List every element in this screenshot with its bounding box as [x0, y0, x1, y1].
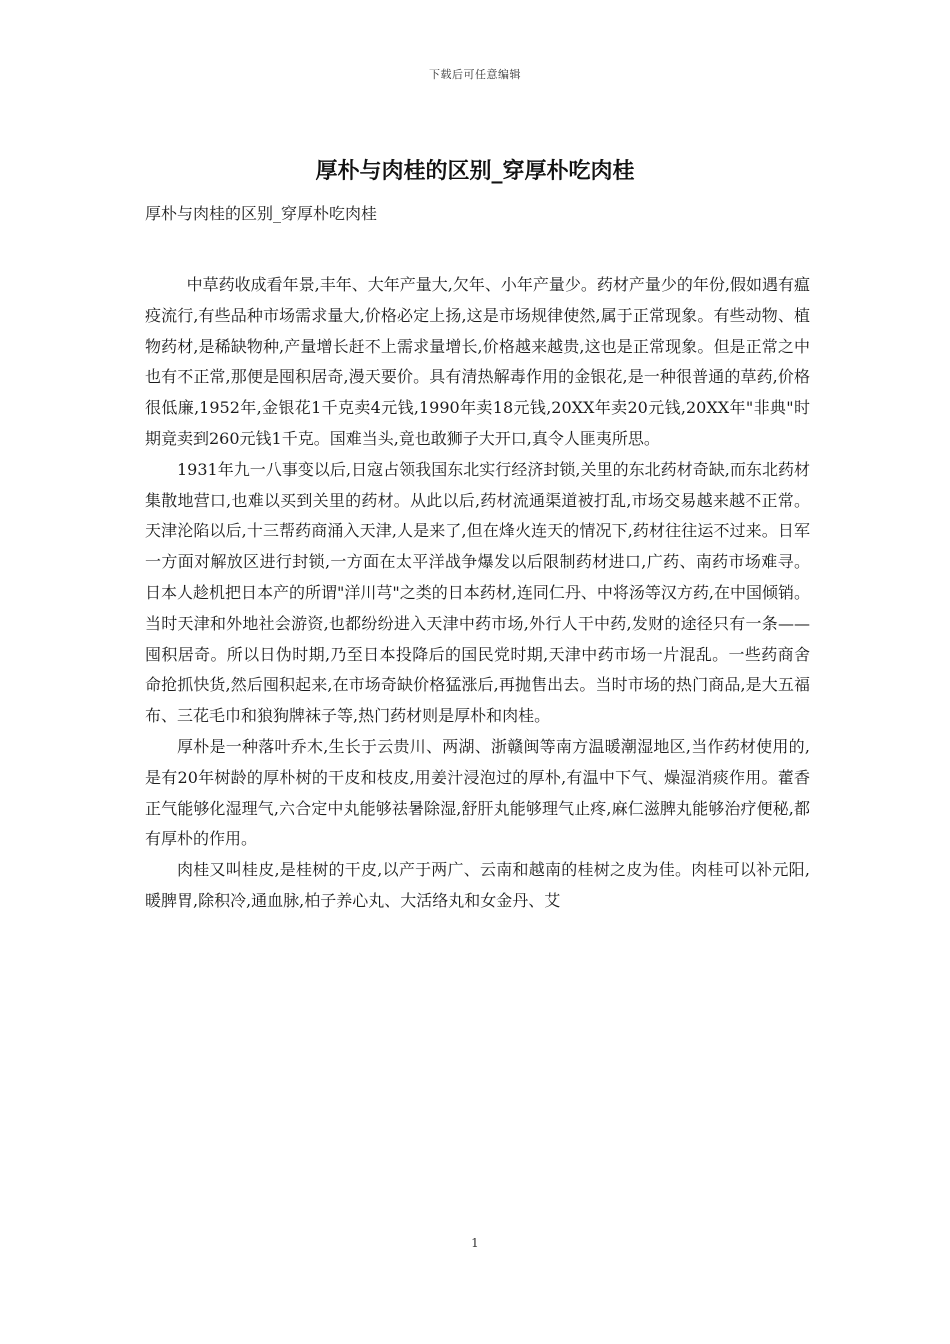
paragraph-1: 中草药收成看年景,丰年、大年产量大,欠年、小年产量少。药材产量少的年份,假如遇有瘟疫流行,有些品种市场需求量大,价格必定上扬,这是市场规律使然,属于正常现象。有些动物、植物药材,是稀缺物种,产量增长赶不上需求量增长,价格越来越贵,这也是正常现象。但是正常之中也有不正常,那便是囤积居奇,漫天要价。具有清热解毒作用的金银花,是一种很普通的草药,价格很低廉,1952年,金银花1千克卖4元钱,1990年卖18元钱,20XX年卖20元钱,20XX年"非典"时期竟卖到260元钱1千克。国难当头,竟也敢狮子大开口,真令人匪夷所思。 [145, 275, 810, 448]
header-note: 下载后可任意编辑 [429, 68, 521, 81]
document-body [145, 270, 810, 917]
page-number: 1 [471, 1236, 479, 1250]
paragraph-4: 肉桂又叫桂皮,是桂树的干皮,以产于两广、云南和越南的桂树之皮为佳。肉桂可以补元阳,暖脾胃,除积冷,通血脉,柏子养心丸、大活络丸和女金丹、艾 [145, 860, 810, 910]
page-title: 厚朴与肉桂的区别_穿厚朴吃肉桂 [315, 158, 635, 184]
paragraph-2: 1931年九一八事变以后,日寇占领我国东北实行经济封锁,关里的东北药材奇缺,而东北药材集散地营口,也难以买到关里的药材。从此以后,药材流通渠道被打乱,市场交易越来越不正常。天津沦陷以后,十三帮药商涌入天津,人是来了,但在烽火连天的情况下,药材往往运不过来。日军一方面对解放区进行封锁,一方面在太平洋战争爆发以后限制药材进口,广药、南药市场难寻。日本人趁机把日本产的所谓"洋川芎"之类的日本药材,连同仁丹、中将汤等汉方药,在中国倾销。当时天津和外地社会游资,也都纷纷进入天津中药市场,外行人干中药,发财的途径只有一条——囤积居奇。所以日伪时期,乃至日本投降后的国民党时期,天津中药市场一片混乱。一些药商舍命抢抓快货,然后囤积起来,在市场奇缺价格猛涨后,再抛售出去。当时市场的热门商品,是大五福布、三花毛巾和狼狗牌袜子等,热门药材则是厚朴和肉桂。 [145, 459, 810, 726]
document-subtitle: 厚朴与肉桂的区别_穿厚朴吃肉桂 [145, 204, 378, 223]
paragraph-3: 厚朴是一种落叶乔木,生长于云贵川、两湖、浙赣闽等南方温暖潮湿地区,当作药材使用的,是有20年树龄的厚朴树的干皮和枝皮,用姜汁浸泡过的厚朴,有温中下气、燥湿消痰作用。藿香正气能够化湿理气,六合定中丸能够祛暑除湿,舒肝丸能够理气止疼,麻仁滋脾丸能够治疗便秘,都有厚朴的作用。 [145, 736, 810, 849]
